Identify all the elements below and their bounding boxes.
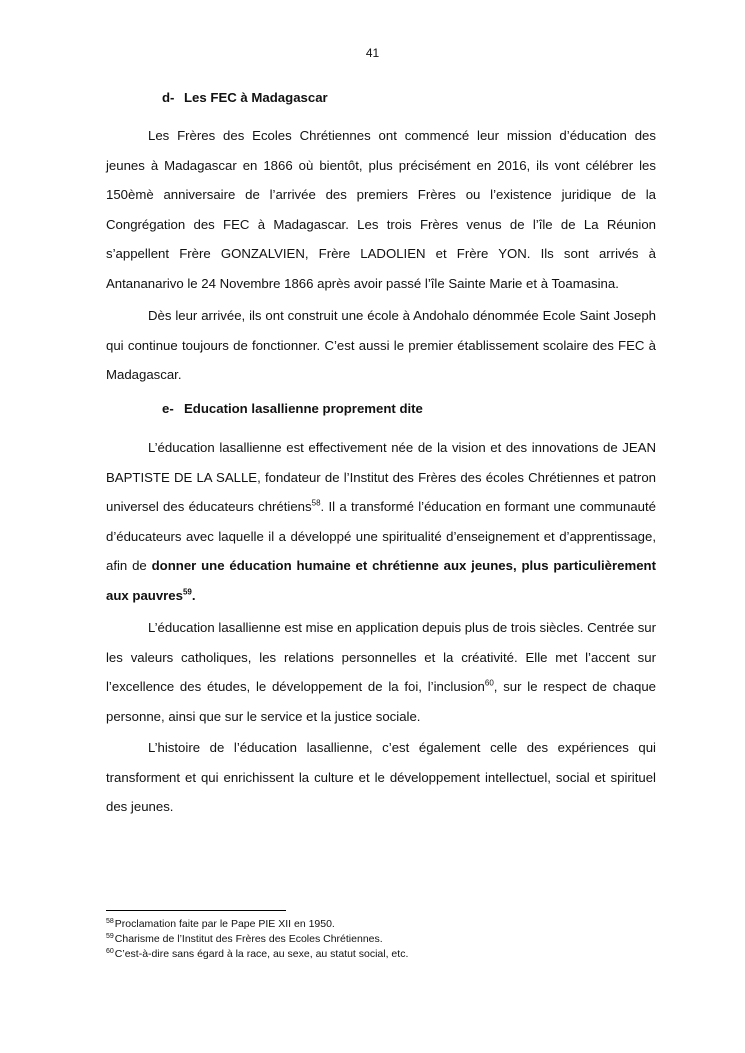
footnote-ref-60[interactable]: 60 — [484, 678, 494, 688]
heading-marker-d: d- — [162, 90, 175, 105]
paragraph-text: L’histoire de l’éducation lasallienne, c’est également celle des expériences qui transforment et qui enrichissent la culture et le développement intellectuel, social et spirituel des jeunes. — [106, 740, 656, 814]
page-number: 41 — [365, 46, 380, 60]
heading-title-e: Education lasallienne proprement dite — [184, 401, 423, 416]
paragraph-lasallian-values — [106, 613, 656, 731]
footnote-60 — [106, 947, 408, 961]
paragraph-text: , sur le respect de chaque personne, ainsi que sur le service et la justice sociale. — [106, 679, 657, 724]
paragraph-fec-history — [106, 121, 656, 298]
footnote-text: C’est-à-dire sans égard à la race, au sexe, au statut social, etc. — [114, 948, 409, 960]
paragraph-text: L’éducation lasallienne est mise en application depuis plus de trois siècles. Centrée sur les valeurs catholiques, les relations personnelles et la créativité. Elle met l’accent sur l’excellence des études, le développement de la foi, l’inclusion — [106, 620, 657, 694]
bold-text: donner une éducation humaine et chrétienne aux jeunes, plus particulièrement aux pauvres — [106, 558, 656, 603]
heading-marker-e: e- — [162, 401, 174, 416]
footnote-58 — [106, 917, 335, 931]
paragraph-lasallian-origins — [106, 433, 656, 610]
footnote-text: Charisme de l’Institut des Frères des Ecoles Chrétiennes. — [114, 933, 383, 945]
heading-title-d: Les FEC à Madagascar — [184, 90, 328, 105]
bold-period: . — [191, 587, 196, 603]
paragraph-text: L’éducation lasallienne est effectivement née de la vision et des innovations de JEAN BAPTISTE DE LA SALLE, fondateur de l’Institut des Frères des écoles Chrétiennes et patron universel des éducateurs chrétiens — [106, 440, 656, 514]
paragraph-text: . Il a transformé l’éducation en formant une communauté d’éducateurs avec laquelle il a développé une spiritualité d’enseignement et d’apprentissage, afin de — [106, 499, 656, 573]
paragraph-text: Dès leur arrivée, ils ont construit une école à Andohalo dénommée Ecole Saint Joseph qui continue toujours de fonctionner. C’est aussi le premier établissement scolaire des FEC à Madagascar. — [106, 308, 656, 382]
paragraph-text: Les Frères des Ecoles Chrétiennes ont commencé leur mission d’éducation des jeunes à Madagascar en 1866 où bientôt, plus précisément en 2016, ils vont célébrer les 150èmè anniversaire de l’arrivée des premiers Frères ou l’existence juridique de la Congrégation des FEC à Madagascar. Les trois Frères venus de l’île de La Réunion s’appellent Frère GONZALVIEN, Frère LADOLIEN et Frère YON. Ils sont arrivés à Antananarivo le 24 Novembre 1866 après avoir passé l’île Sainte Marie et à Toamasina. — [106, 128, 656, 291]
footnote-ref-58[interactable]: 58 — [311, 498, 321, 508]
footnote-number: 58 — [106, 917, 114, 925]
footnote-59 — [106, 932, 383, 946]
footnote-text: Proclamation faite par le Pape PIE XII en 1950. — [114, 918, 335, 930]
heading-fec-madagascar — [162, 90, 328, 105]
footnote-ref-59[interactable]: 59 — [182, 587, 192, 597]
paragraph-first-school — [106, 301, 656, 390]
footnote-separator — [106, 910, 286, 911]
footnote-number: 59 — [106, 932, 114, 940]
heading-education-lasallienne — [162, 401, 423, 416]
footnote-number: 60 — [106, 947, 114, 955]
paragraph-lasallian-history — [106, 733, 656, 822]
